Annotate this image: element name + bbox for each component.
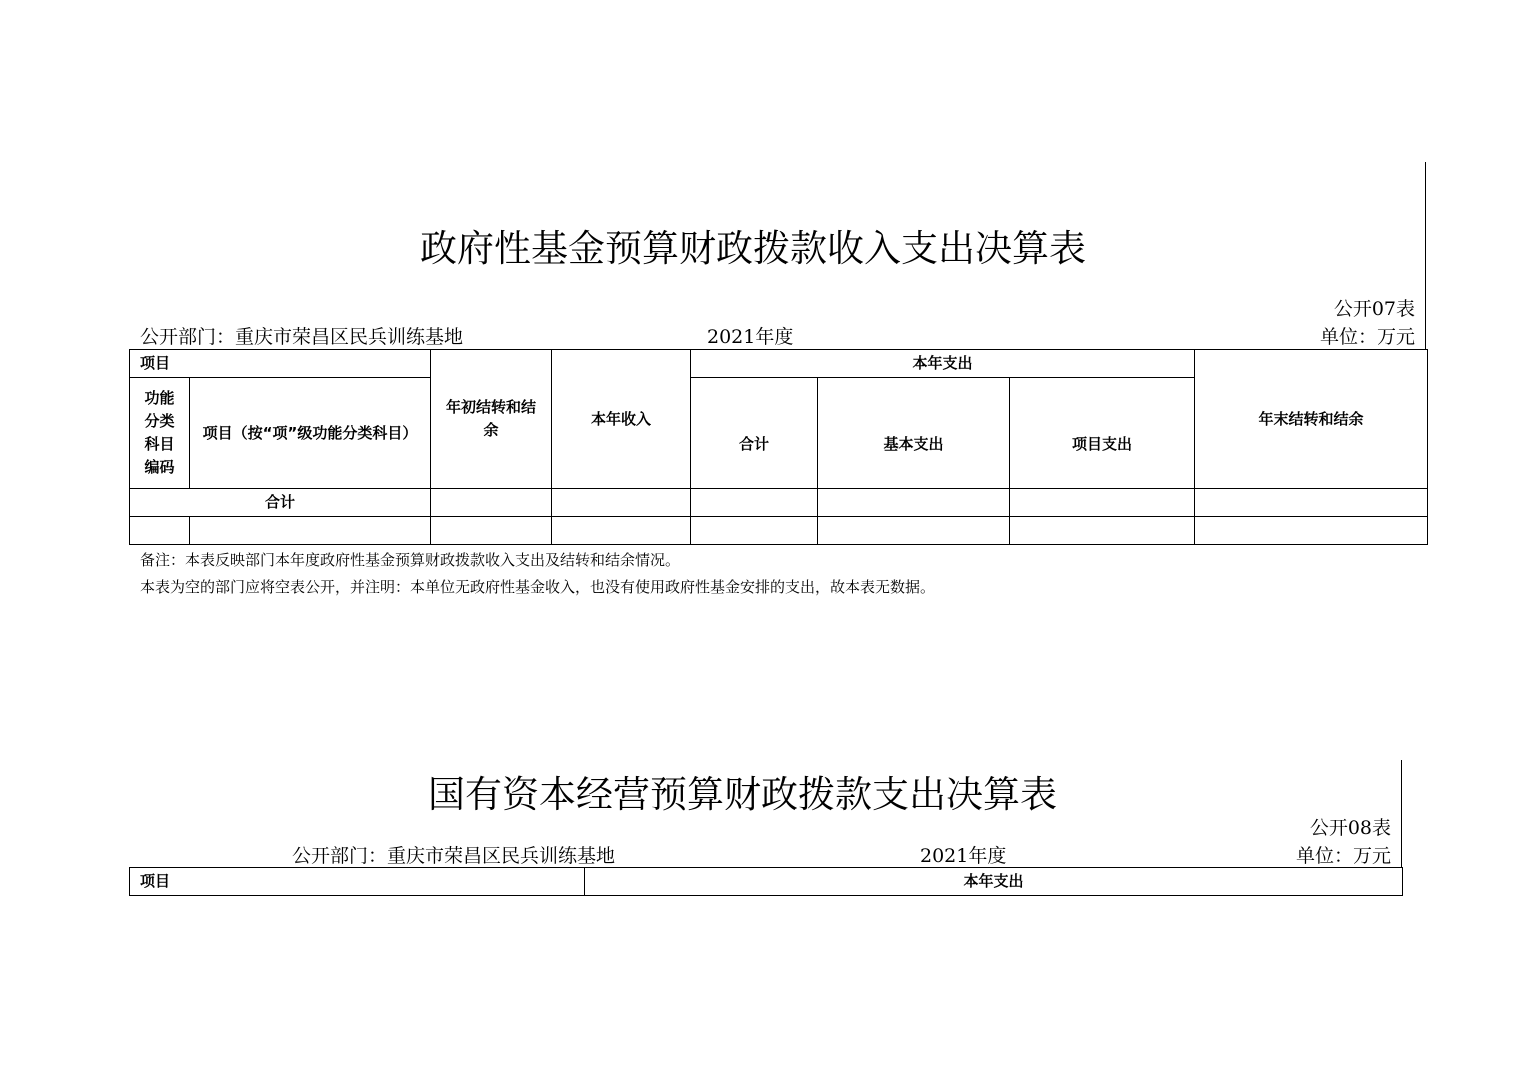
table-cell <box>431 489 552 517</box>
page-edge-line <box>1425 162 1426 350</box>
table-row-total <box>130 489 1428 517</box>
page-edge-line <box>1401 760 1402 868</box>
table07-title: 政府性基金预算财政拨款收入支出决算表 <box>420 227 1086 270</box>
table-cell <box>691 489 818 517</box>
header-carry-begin <box>431 350 552 489</box>
table-cell <box>552 517 691 545</box>
total-label: 合计 <box>130 489 431 517</box>
table-cell <box>818 517 1010 545</box>
table-cell <box>552 489 691 517</box>
header-item: 项目 <box>130 350 431 378</box>
table08-department: 公开部门：重庆市荣昌区民兵训练基地 <box>292 845 616 867</box>
header-item-name <box>190 378 431 489</box>
table-cell <box>1010 489 1195 517</box>
table-cell <box>818 489 1010 517</box>
header-exp-basic: 基本支出 <box>818 378 1010 489</box>
table07-unit: 单位：万元 <box>1319 326 1415 348</box>
table07-grid <box>129 349 1428 545</box>
table07-department: 公开部门：重庆市荣昌区民兵训练基地 <box>140 326 464 348</box>
table08-form-no: 公开08表 <box>1309 817 1391 839</box>
header-income: 本年收入 <box>552 350 691 489</box>
table-cell <box>691 517 818 545</box>
table08-header-expense: 本年支出 <box>585 868 1403 896</box>
table-cell <box>190 517 431 545</box>
header-item-name-label: 项目（按“项”级功能分类科目） <box>202 423 418 442</box>
header-exp-total: 合计 <box>691 378 818 489</box>
table-cell <box>431 517 552 545</box>
table-cell <box>1195 489 1428 517</box>
table07-note-2: 本表为空的部门应将空表公开，并注明：本单位无政府性基金收入，也没有使用政府性基金安排的支出，故本表无数据。 <box>140 578 936 596</box>
table08-year: 2021年度 <box>920 845 1007 867</box>
header-exp-project: 项目支出 <box>1010 378 1195 489</box>
table08-grid <box>129 867 1403 896</box>
table07-form-no: 公开07表 <box>1333 298 1415 320</box>
table-cell <box>1010 517 1195 545</box>
table-cell <box>1195 517 1428 545</box>
table08-title: 国有资本经营预算财政拨款支出决算表 <box>428 773 1057 816</box>
table08-unit: 单位：万元 <box>1295 845 1391 867</box>
header-func-code-label: 功能分类科目编码 <box>144 389 175 476</box>
header-carry-end: 年末结转和结余 <box>1195 350 1428 489</box>
header-carry-begin-label: 年初结转和结余 <box>446 398 537 439</box>
header-expense: 本年支出 <box>691 350 1195 378</box>
table-cell <box>130 517 190 545</box>
table07-year: 2021年度 <box>707 326 794 348</box>
header-func-code <box>130 378 190 489</box>
table07-note-1: 备注：本表反映部门本年度政府性基金预算财政拨款收入支出及结转和结余情况。 <box>140 551 681 569</box>
table08-header-item: 项目 <box>130 868 585 896</box>
table-row <box>130 517 1428 545</box>
